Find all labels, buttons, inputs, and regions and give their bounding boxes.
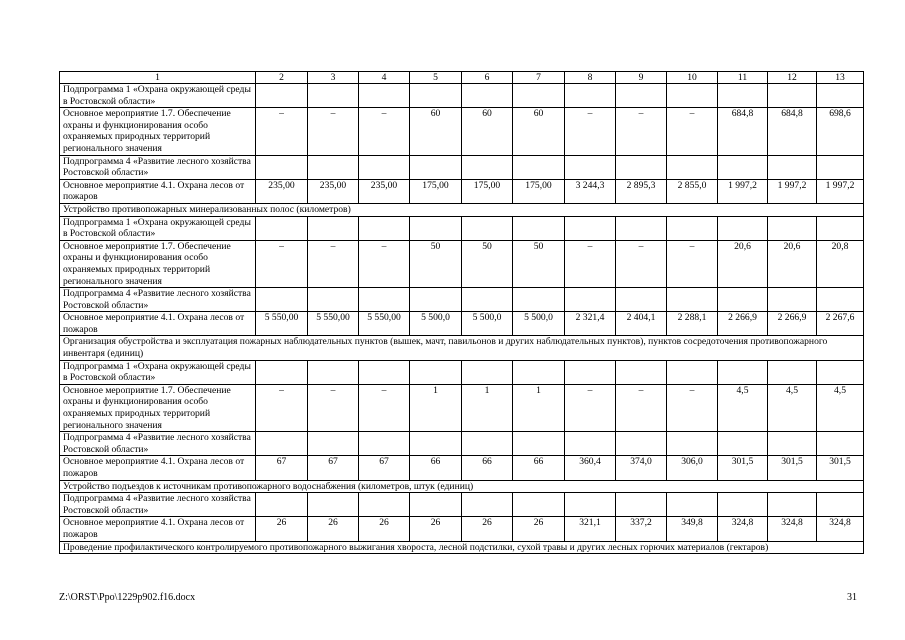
value-cell: 175,00 [513, 179, 565, 203]
row-label: Подпрограмма 4 «Развитие лесного хозяйства Ростовской области» [60, 493, 256, 517]
value-cell [513, 493, 565, 517]
value-cell: 5 500,0 [410, 312, 462, 336]
value-cell [667, 155, 718, 179]
value-cell [616, 432, 667, 456]
table-row [60, 288, 864, 312]
value-cell: 2 266,9 [768, 312, 817, 336]
value-cell [513, 155, 565, 179]
column-header: 2 [256, 72, 308, 84]
value-cell [462, 216, 513, 240]
row-label: Подпрограмма 1 «Охрана окружающей среды в Ростовской области» [60, 84, 256, 108]
footer-file-path: Z:\ORST\Ppo\1229p902.f16.docx [59, 592, 196, 603]
row-label: Подпрограмма 1 «Охрана окружающей среды в Ростовской области» [60, 216, 256, 240]
value-cell: 67 [256, 456, 308, 480]
value-cell: 324,8 [718, 517, 768, 541]
value-cell: 301,5 [718, 456, 768, 480]
value-cell [256, 432, 308, 456]
value-cell [308, 360, 359, 384]
column-header: 1 [60, 72, 256, 84]
value-cell: 2 895,3 [616, 179, 667, 203]
value-cell: – [308, 108, 359, 155]
value-cell [817, 493, 864, 517]
value-cell: 60 [462, 108, 513, 155]
value-cell [565, 432, 616, 456]
column-header: 7 [513, 72, 565, 84]
value-cell: 66 [462, 456, 513, 480]
row-label: Подпрограмма 1 «Охрана окружающей среды в Ростовской области» [60, 360, 256, 384]
value-cell: 175,00 [410, 179, 462, 203]
row-label: Основное мероприятие 4.1. Охрана лесов от пожаров [60, 312, 256, 336]
value-cell: 324,8 [817, 517, 864, 541]
value-cell: 698,6 [817, 108, 864, 155]
data-table [59, 71, 864, 554]
value-cell [410, 360, 462, 384]
table-row [60, 179, 864, 203]
column-header: 10 [667, 72, 718, 84]
value-cell: 2 266,9 [718, 312, 768, 336]
value-cell [359, 432, 410, 456]
value-cell: 26 [513, 517, 565, 541]
value-cell: 50 [410, 240, 462, 287]
value-cell [308, 432, 359, 456]
value-cell [768, 288, 817, 312]
value-cell [256, 216, 308, 240]
value-cell [565, 216, 616, 240]
value-cell: – [616, 240, 667, 287]
value-cell: 360,4 [565, 456, 616, 480]
value-cell: 684,8 [768, 108, 817, 155]
value-cell [359, 155, 410, 179]
value-cell [462, 493, 513, 517]
value-cell [565, 155, 616, 179]
value-cell [462, 288, 513, 312]
value-cell: – [359, 384, 410, 431]
value-cell: 306,0 [667, 456, 718, 480]
value-cell [462, 155, 513, 179]
value-cell [718, 360, 768, 384]
row-label: Основное мероприятие 1.7. Обеспечение охраны и функционирования особо охраняемых природных территорий регионального значения [60, 108, 256, 155]
column-header: 11 [718, 72, 768, 84]
table-row [60, 155, 864, 179]
value-cell [359, 360, 410, 384]
value-cell: 235,00 [308, 179, 359, 203]
value-cell: 1 [462, 384, 513, 431]
value-cell [359, 493, 410, 517]
value-cell: – [565, 108, 616, 155]
value-cell [565, 84, 616, 108]
row-label: Основное мероприятие 4.1. Охрана лесов от пожаров [60, 517, 256, 541]
value-cell: 67 [308, 456, 359, 480]
value-cell [565, 360, 616, 384]
value-cell [768, 432, 817, 456]
value-cell [410, 155, 462, 179]
table-row [60, 384, 864, 431]
table-row [60, 240, 864, 287]
value-cell [462, 360, 513, 384]
value-cell [817, 360, 864, 384]
value-cell [565, 288, 616, 312]
value-cell: 337,2 [616, 517, 667, 541]
value-cell: – [667, 384, 718, 431]
table-header-row [60, 72, 864, 84]
value-cell [718, 493, 768, 517]
value-cell [667, 288, 718, 312]
column-header: 13 [817, 72, 864, 84]
value-cell: 1 [410, 384, 462, 431]
value-cell: 20,6 [718, 240, 768, 287]
value-cell [256, 288, 308, 312]
value-cell [718, 432, 768, 456]
section-title: Устройство подъездов к источникам противопожарного водоснабжения (километров, штук (единиц) [60, 480, 864, 493]
value-cell [817, 155, 864, 179]
value-cell: 349,8 [667, 517, 718, 541]
value-cell [768, 216, 817, 240]
value-cell: 684,8 [718, 108, 768, 155]
value-cell [718, 288, 768, 312]
column-header: 3 [308, 72, 359, 84]
table-row [60, 432, 864, 456]
value-cell: – [565, 384, 616, 431]
value-cell [359, 84, 410, 108]
value-cell: – [359, 240, 410, 287]
value-cell: 50 [513, 240, 565, 287]
value-cell: – [308, 384, 359, 431]
value-cell: 2 404,1 [616, 312, 667, 336]
value-cell: – [565, 240, 616, 287]
row-label: Подпрограмма 4 «Развитие лесного хозяйства Ростовской области» [60, 432, 256, 456]
value-cell [462, 84, 513, 108]
value-cell [616, 84, 667, 108]
value-cell: 301,5 [817, 456, 864, 480]
value-cell [667, 360, 718, 384]
value-cell: 1 997,2 [817, 179, 864, 203]
value-cell [667, 432, 718, 456]
footer-page-number: 31 [847, 592, 857, 603]
value-cell [667, 84, 718, 108]
value-cell [410, 288, 462, 312]
value-cell: 26 [256, 517, 308, 541]
column-header: 12 [768, 72, 817, 84]
value-cell [513, 360, 565, 384]
column-header: 4 [359, 72, 410, 84]
value-cell: 26 [308, 517, 359, 541]
table-row [60, 360, 864, 384]
value-cell: 321,1 [565, 517, 616, 541]
table-row [60, 216, 864, 240]
value-cell: – [359, 108, 410, 155]
value-cell: 1 [513, 384, 565, 431]
value-cell [667, 216, 718, 240]
row-label: Основное мероприятие 1.7. Обеспечение охраны и функционирования особо охраняемых природных территорий регионального значения [60, 384, 256, 431]
section-row [60, 541, 864, 554]
value-cell [513, 432, 565, 456]
value-cell: 66 [410, 456, 462, 480]
value-cell: 60 [410, 108, 462, 155]
value-cell [768, 493, 817, 517]
value-cell [359, 288, 410, 312]
value-cell: 5 550,00 [256, 312, 308, 336]
value-cell [513, 216, 565, 240]
table-row [60, 312, 864, 336]
value-cell [565, 493, 616, 517]
value-cell [817, 84, 864, 108]
value-cell: 1 997,2 [768, 179, 817, 203]
value-cell: 5 550,00 [308, 312, 359, 336]
value-cell: 2 267,6 [817, 312, 864, 336]
value-cell: – [616, 108, 667, 155]
column-header: 6 [462, 72, 513, 84]
section-row [60, 336, 864, 360]
value-cell [256, 155, 308, 179]
value-cell: 3 244,3 [565, 179, 616, 203]
section-title: Проведение профилактического контролируемого противопожарного выжигания хвороста, лесной подстилки, сухой травы и других лесных горючих материалов (гектаров) [60, 541, 864, 554]
value-cell: 374,0 [616, 456, 667, 480]
value-cell: 20,8 [817, 240, 864, 287]
value-cell: – [256, 108, 308, 155]
value-cell [308, 216, 359, 240]
value-cell [410, 432, 462, 456]
section-row [60, 480, 864, 493]
value-cell [513, 288, 565, 312]
value-cell: 4,5 [718, 384, 768, 431]
value-cell: 5 500,0 [513, 312, 565, 336]
section-title: Организация обустройства и эксплуатация пожарных наблюдательных пунктов (вышек, мачт, павильонов и других наблюдательных пунктов), пунктов сосредоточения противопожарного инвентаря (единиц) [60, 336, 864, 360]
value-cell: 5 550,00 [359, 312, 410, 336]
value-cell: 66 [513, 456, 565, 480]
value-cell: 67 [359, 456, 410, 480]
value-cell: 50 [462, 240, 513, 287]
value-cell [616, 288, 667, 312]
column-header: 8 [565, 72, 616, 84]
value-cell: 26 [359, 517, 410, 541]
value-cell: 175,00 [462, 179, 513, 203]
value-cell [410, 216, 462, 240]
value-cell [616, 493, 667, 517]
value-cell: 60 [513, 108, 565, 155]
value-cell [616, 155, 667, 179]
column-header: 9 [616, 72, 667, 84]
row-label: Подпрограмма 4 «Развитие лесного хозяйства Ростовской области» [60, 155, 256, 179]
value-cell: 1 997,2 [718, 179, 768, 203]
value-cell [359, 216, 410, 240]
value-cell: 26 [410, 517, 462, 541]
value-cell: – [667, 240, 718, 287]
value-cell: 20,6 [768, 240, 817, 287]
table-row [60, 517, 864, 541]
value-cell: 2 855,0 [667, 179, 718, 203]
section-row [60, 203, 864, 216]
value-cell [410, 84, 462, 108]
value-cell [616, 360, 667, 384]
value-cell [410, 493, 462, 517]
table-row [60, 493, 864, 517]
section-title: Устройство противопожарных минерализованных полос (километров) [60, 203, 864, 216]
row-label: Основное мероприятие 1.7. Обеспечение охраны и функционирования особо охраняемых природных территорий регионального значения [60, 240, 256, 287]
value-cell: – [667, 108, 718, 155]
value-cell [768, 360, 817, 384]
value-cell [462, 432, 513, 456]
value-cell [256, 493, 308, 517]
value-cell: 301,5 [768, 456, 817, 480]
value-cell: – [256, 384, 308, 431]
value-cell [256, 360, 308, 384]
value-cell [308, 84, 359, 108]
value-cell [513, 84, 565, 108]
value-cell: 4,5 [817, 384, 864, 431]
row-label: Основное мероприятие 4.1. Охрана лесов от пожаров [60, 456, 256, 480]
value-cell [817, 432, 864, 456]
value-cell [308, 155, 359, 179]
value-cell: 235,00 [359, 179, 410, 203]
value-cell: 2 288,1 [667, 312, 718, 336]
value-cell [768, 84, 817, 108]
row-label: Подпрограмма 4 «Развитие лесного хозяйства Ростовской области» [60, 288, 256, 312]
value-cell [817, 216, 864, 240]
row-label: Основное мероприятие 4.1. Охрана лесов от пожаров [60, 179, 256, 203]
value-cell: 324,8 [768, 517, 817, 541]
value-cell: 26 [462, 517, 513, 541]
value-cell: – [256, 240, 308, 287]
value-cell [817, 288, 864, 312]
table-row [60, 84, 864, 108]
value-cell: 4,5 [768, 384, 817, 431]
value-cell: 5 500,0 [462, 312, 513, 336]
table-row [60, 108, 864, 155]
column-header: 5 [410, 72, 462, 84]
value-cell [616, 216, 667, 240]
table-row [60, 456, 864, 480]
value-cell [308, 288, 359, 312]
value-cell [667, 493, 718, 517]
value-cell [718, 84, 768, 108]
value-cell: – [308, 240, 359, 287]
value-cell [768, 155, 817, 179]
value-cell [308, 493, 359, 517]
value-cell: – [616, 384, 667, 431]
value-cell [256, 84, 308, 108]
value-cell [718, 155, 768, 179]
value-cell: 235,00 [256, 179, 308, 203]
value-cell [718, 216, 768, 240]
value-cell: 2 321,4 [565, 312, 616, 336]
